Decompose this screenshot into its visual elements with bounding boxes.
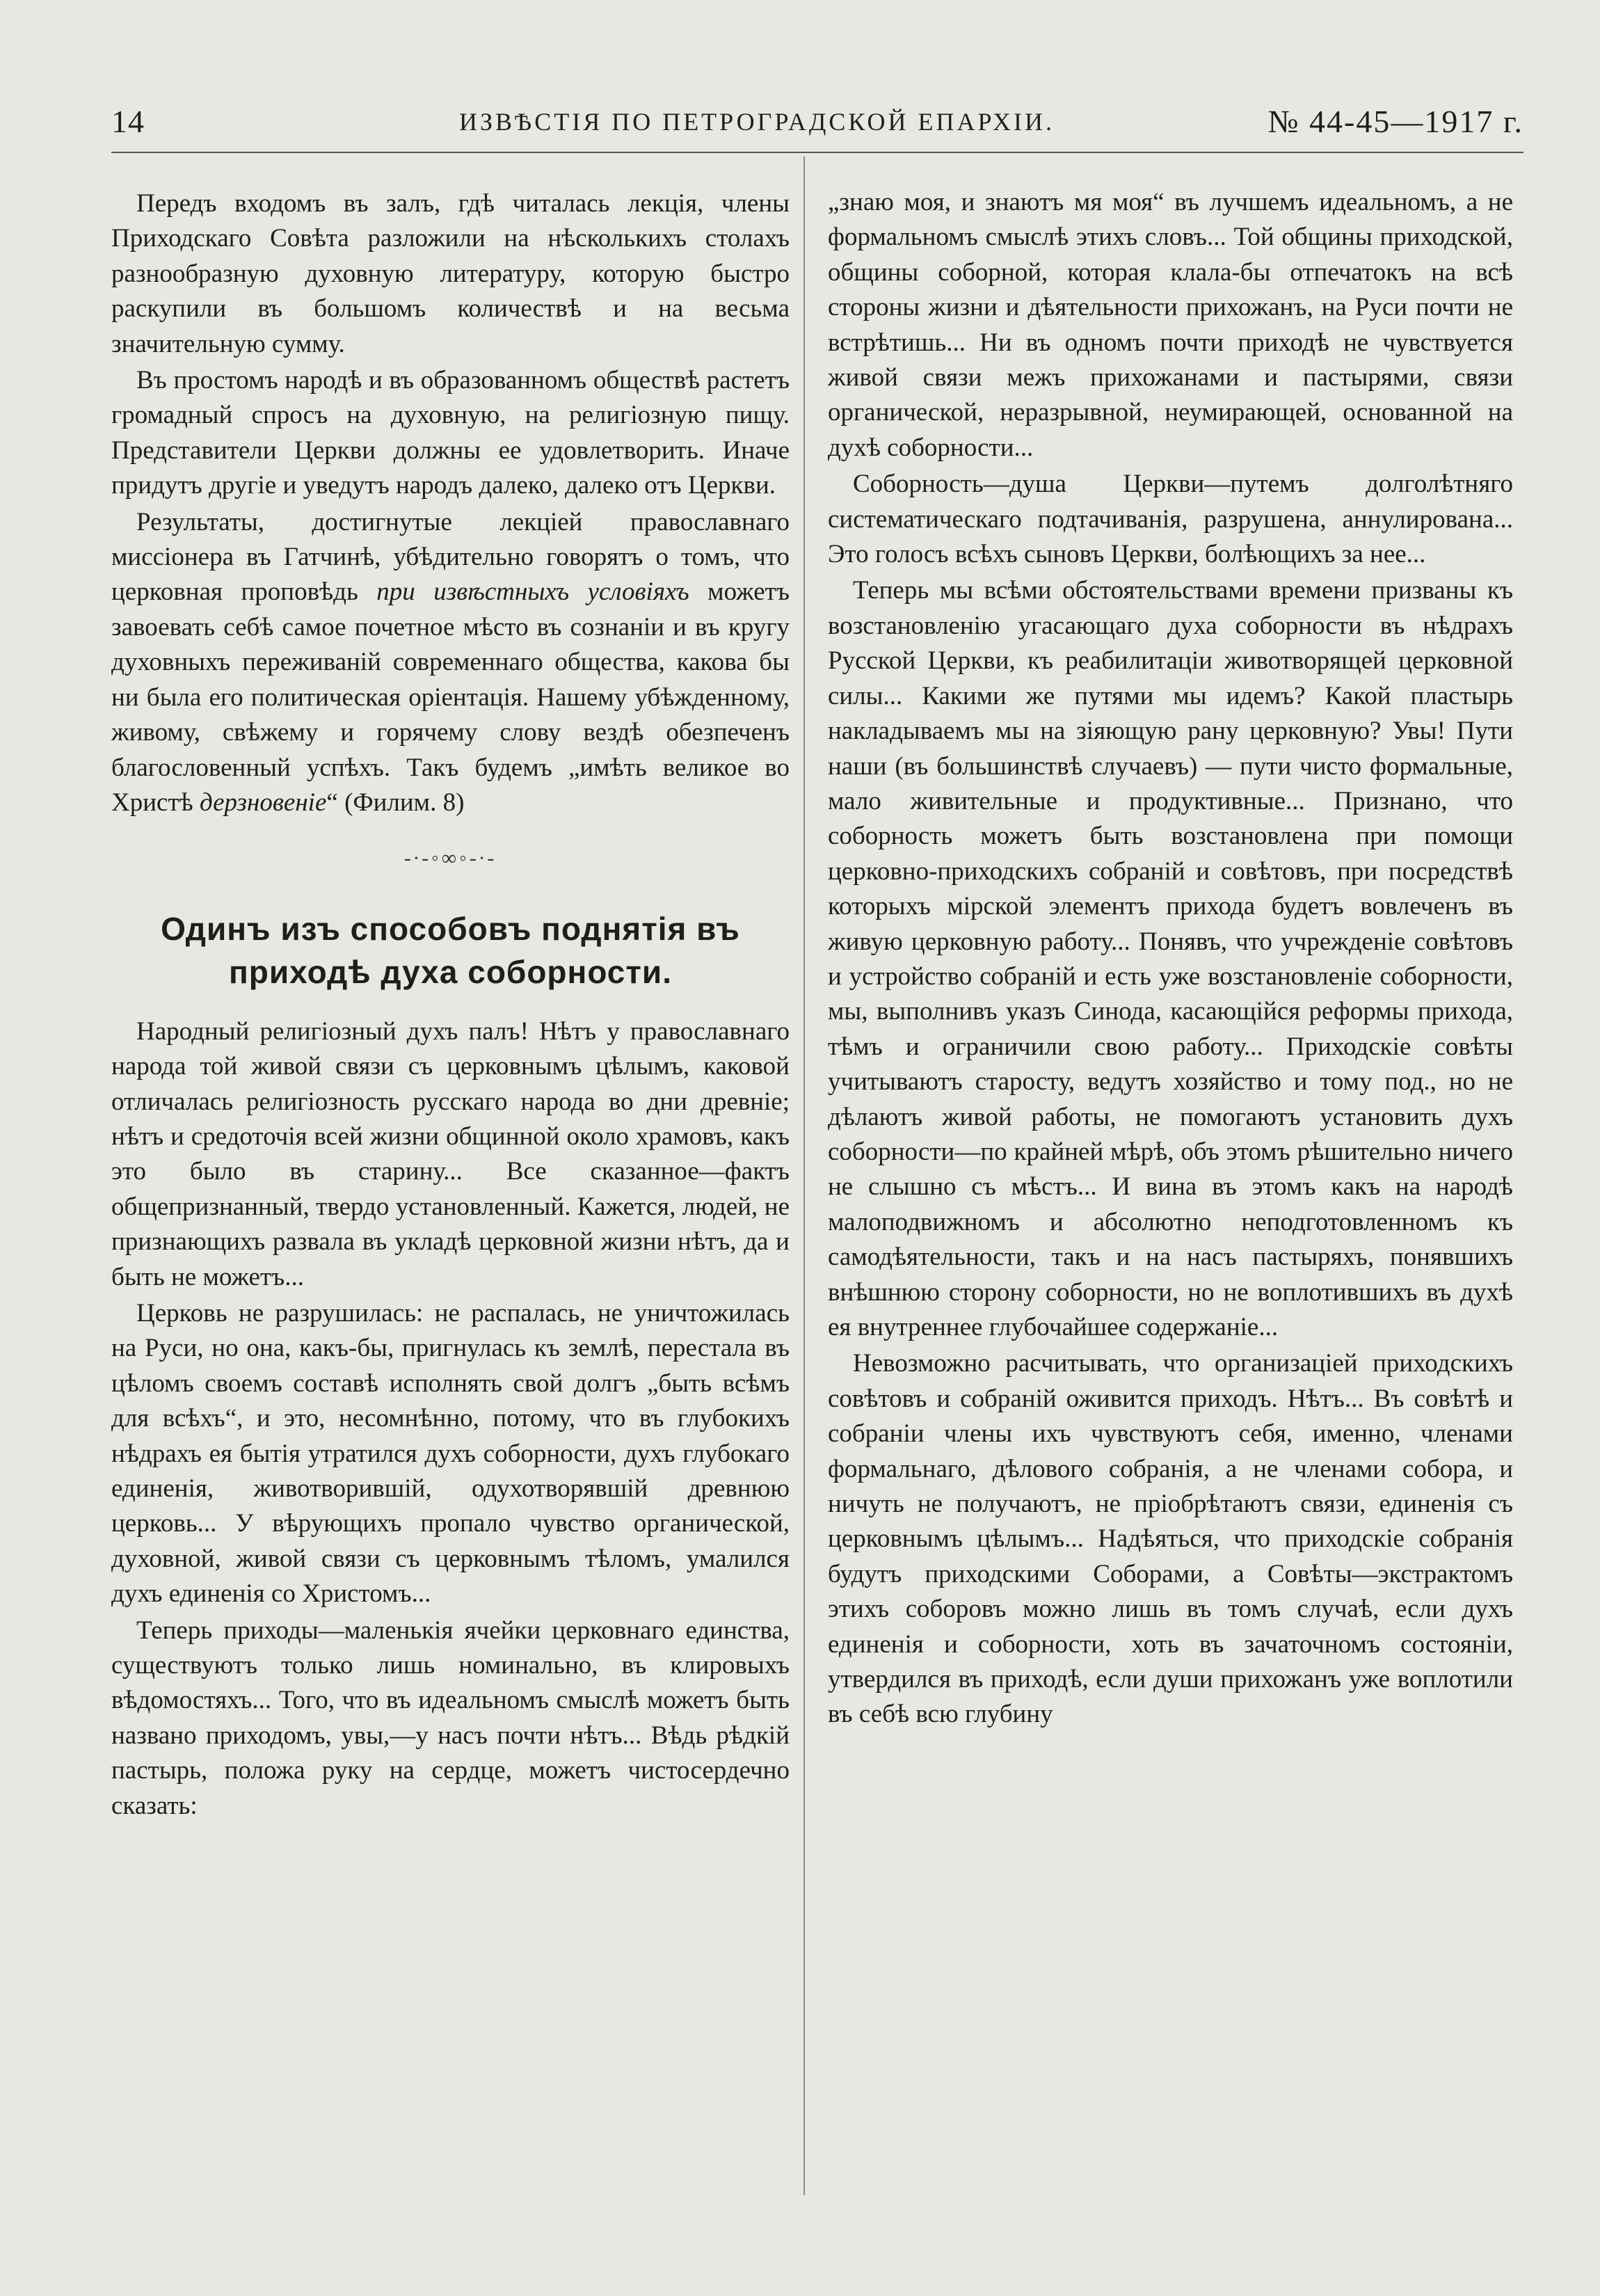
- section-ornament: -∙-◦∞◦-∙-: [403, 847, 497, 870]
- heading-line: приходѣ духа соборности.: [229, 953, 672, 990]
- paragraph: [111, 505, 790, 821]
- header-rule: [111, 152, 1523, 153]
- paragraph: Соборность—душа Церкви—путемъ долголѣтняго систематическаго подтачиванія, разрушена, аннулирована... Это голосъ всѣхъ сыновъ Церкви, болѣющихъ за нее...: [828, 470, 1513, 569]
- column-divider: [803, 157, 805, 2195]
- text-run: “ (Филим. 8): [326, 788, 465, 817]
- page-number: 14: [111, 104, 145, 139]
- right-column: [828, 185, 1513, 2189]
- italic-text: при извѣстныхъ условіяхъ: [376, 577, 689, 607]
- paragraph: Передъ входомъ въ залъ, гдѣ читалась лекція, члены Приходскаго Совѣта разложили на нѣсколькихъ столахъ разнообразную духовную литературу, которую быстро раскупили въ большомъ количествѣ и на весьма значительную сумму.: [111, 189, 790, 358]
- paragraph: Теперь приходы—маленькія ячейки церковнаго единства, существуютъ только лишь номинально, въ клировыхъ вѣдомостяхъ... Того, что въ идеальномъ смыслѣ можетъ быть названо приходомъ, увы,—у насъ почти нѣтъ... Вѣдь рѣдкій пастырь, положа руку на сердце, можетъ чистосердечно сказать:: [111, 1616, 790, 1820]
- paragraph: Въ простомъ народѣ и въ образованномъ обществѣ растетъ громадный спросъ на духовную, на религіозную пищу. Представители Церкви должны ее удовлетворить. Иначе придутъ другіе и уведутъ народъ далеко, далеко отъ Церкви.: [111, 366, 790, 500]
- paragraph: Теперь мы всѣми обстоятельствами времени призваны къ возстановленію угасающаго духа соборности въ нѣдрахъ Русской Церкви, къ реабилитаціи животворящей церковной силы... Какими же путями мы идемъ? Какой пластырь накладываемъ мы на зіяющую рану церковную? Увы! Пути наши (въ большинствѣ случаевъ) — пути чисто формальные, мало живительные и продуктивные... Признано, что соборность можетъ быть возстановлена при помощи церковно-приходскихъ собраній и совѣтовъ, при посредствѣ которыхъ мірской элементъ прихода будетъ вовлеченъ въ живую церковную работу... Понявъ, что учрежденіе совѣтовъ и устройство собраній и есть уже возстановленіе соборности, мы, выполнивъ указъ Синода, касающійся реформы прихода, тѣмъ и ограничили свою работу... Приходскіе совѣты учитываютъ старосту, ведутъ хозяйство и тому под., но не дѣлаютъ живой работы, не помогаютъ установить духъ соборности—по крайней мѣрѣ, объ этомъ рѣшительно ничего не слышно съ мѣстъ... И вина въ этомъ какъ на народѣ малоподвижномъ и абсолютно неподготовленномъ къ самодѣятельности, такъ и на насъ пастыряхъ, понявшихъ внѣшнюю сторону соборности, но не воплотившихъ въ духѣ ея внутреннее глубочайшее содержаніе...: [828, 576, 1513, 1341]
- journal-title: ИЗВѢСТІЯ ПО ПЕТРОГРАДСКОЙ ЕПАРХІИ.: [459, 108, 1055, 136]
- paragraph: Народный религіозный духъ палъ! Нѣтъ у православнаго народа той живой связи съ церковнымъ цѣлымъ, каковой отличалась религіозность русскаго народа во дни древніе; нѣтъ и средоточія всей жизни общинной около храмовъ, какъ это было въ старину... Все сказанное—фактъ общепризнанный, твердо установленный. Кажется, людей, не признающихъ развала въ укладѣ церковной жизни нѣтъ, да и быть не можетъ...: [111, 1017, 790, 1291]
- left-column: [111, 186, 790, 1824]
- page-header: [111, 103, 1523, 148]
- paragraph: Церковь не разрушилась: не распалась, не уничтожилась на Руси, но она, какъ-бы, пригнулась къ землѣ, перестала въ цѣломъ своемъ составѣ исполнять свой долгъ „быть всѣмъ для всѣхъ“, и это, несомнѣнно, потому, что въ глубокихъ нѣдрахъ ея бытія утратился духъ соборности, духъ глубокаго единенія, животворившій, одухотворявшій древнюю церковь... У вѣрующихъ пропало чувство органической, духовной, живой связи съ церковнымъ тѣломъ, умалился духъ единенія со Христомъ...: [111, 1298, 790, 1609]
- text-run: можетъ завоевать себѣ самое почетное мѣсто въ сознаніи и въ кругу духовныхъ переживаній современнаго общества, какова бы ни была его политическая оріентація. Нашему убѣжденному, живому, свѣжему и горячему слову вездѣ обезпеченъ благословенный успѣхъ. Такъ будемъ „имѣть великое во Христѣ: [111, 577, 790, 817]
- text-run: Результаты, достигнутые лекціей православнаго миссіонера въ Гатчинѣ, убѣдительно говорятъ о томъ, что церковная проповѣдь: [111, 507, 790, 607]
- paragraph: Невозможно расчитывать, что организаціей приходскихъ совѣтовъ и собраній оживится приходъ. Нѣтъ... Въ совѣтѣ и собраніи члены ихъ чувствуютъ себя, именно, членами формальнаго, дѣлового собранія, а не членами собора, и ничуть не получаютъ, не пріобрѣтаютъ связи, единенія съ церковнымъ цѣлымъ... Надѣяться, что приходскіе собранія будутъ приходскими Соборами, а Совѣты—экстрактомъ этихъ соборовъ можно лишь въ томъ случаѣ, если духъ единенія и соборности, хоть въ зачаточномъ состояніи, утвердился въ приходѣ, если души прихожанъ уже воплотили въ себѣ всю глубину: [828, 1349, 1513, 1729]
- article-heading: [111, 907, 790, 994]
- heading-line: Одинъ изъ способовъ поднятія въ: [161, 910, 740, 947]
- paragraph: „знаю моя, и знаютъ мя моя“ въ лучшемъ идеальномъ, а не формальномъ смыслѣ этихъ словъ... Той общины приходской, общины соборной, которая клала-бы отпечатокъ на всѣ стороны жизни и дѣятельности прихожанъ, на Руси почти не встрѣтишь... Ни въ одномъ почти приходѣ не чувствуется живой связи межъ прихожанами и пастырями, связи органической, неразрывной, неумирающей, основанной на духѣ соборности...: [828, 188, 1513, 462]
- italic-text: дерзновеніе: [199, 788, 327, 817]
- issue-number: № 44-45—1917 г.: [1267, 104, 1523, 139]
